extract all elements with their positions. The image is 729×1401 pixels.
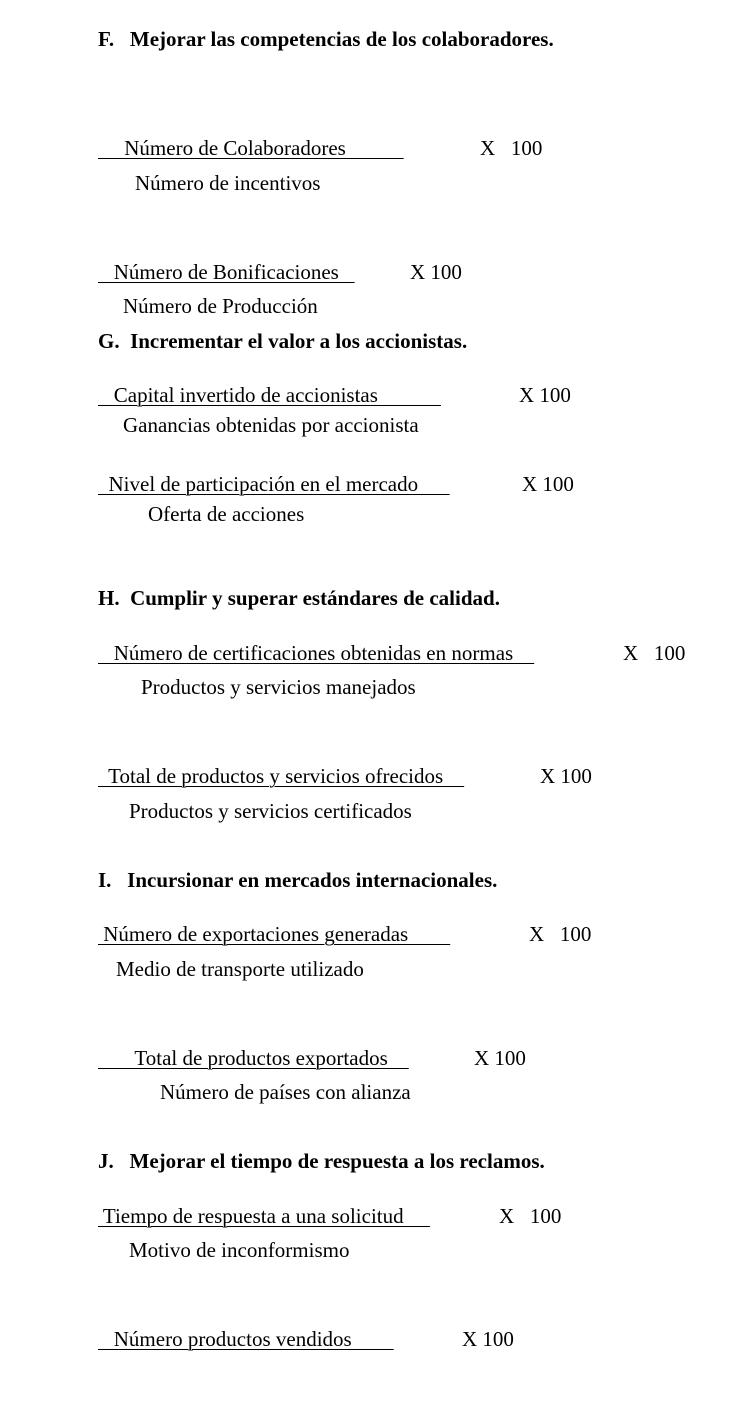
- formula-numerator: Total de productos y servicios ofrecidos: [98, 764, 465, 788]
- formula-denominator: Motivo de inconformismo: [129, 1238, 350, 1262]
- formula-multiplier: X 100: [522, 472, 574, 496]
- formula-multiplier: X 100: [623, 641, 686, 665]
- formula-numerator: Capital invertido de accionistas: [98, 383, 441, 407]
- section-f-heading: F. Mejorar las competencias de los colaboradores.: [98, 27, 554, 51]
- section-j-heading: J. Mejorar el tiempo de respuesta a los reclamos.: [98, 1149, 545, 1173]
- formula-multiplier: X 100: [529, 922, 592, 946]
- formula-numerator: Número productos vendidos: [98, 1327, 394, 1351]
- formula-denominator: Productos y servicios manejados: [141, 675, 416, 699]
- formula-multiplier: X 100: [499, 1204, 562, 1228]
- formula-denominator: Número de incentivos: [135, 171, 321, 195]
- formula-denominator: Número de Producción: [123, 294, 318, 318]
- formula-numerator: Número de Bonificaciones: [98, 260, 355, 284]
- formula-denominator: Productos y servicios certificados: [129, 799, 412, 823]
- section-i-heading: I. Incursionar en mercados internacionales.: [98, 868, 498, 892]
- formula-multiplier: X 100: [519, 383, 571, 407]
- formula-multiplier: X 100: [462, 1327, 514, 1351]
- formula-denominator: Oferta de acciones: [148, 502, 305, 526]
- formula-numerator: Número de Colaboradores: [98, 136, 404, 160]
- formula-numerator: Número de exportaciones generadas: [98, 922, 451, 946]
- formula-numerator: Total de productos exportados: [98, 1046, 409, 1070]
- section-h-heading: H. Cumplir y superar estándares de calidad.: [98, 586, 500, 610]
- formula-multiplier: X 100: [474, 1046, 526, 1070]
- formula-numerator: Tiempo de respuesta a una solicitud: [98, 1204, 430, 1228]
- formula-denominator: Ganancias obtenidas por accionista: [123, 413, 419, 437]
- formula-multiplier: X 100: [540, 764, 592, 788]
- formula-numerator: Número de certificaciones obtenidas en normas: [98, 641, 535, 665]
- section-g-heading: G. Incrementar el valor a los accionistas.: [98, 329, 468, 353]
- formula-numerator: Nivel de participación en el mercado: [98, 472, 450, 496]
- formula-denominator: Número de países con alianza: [160, 1080, 411, 1104]
- formula-multiplier: X 100: [410, 260, 462, 284]
- formula-multiplier: X 100: [480, 136, 543, 160]
- formula-denominator: Medio de transporte utilizado: [116, 957, 364, 981]
